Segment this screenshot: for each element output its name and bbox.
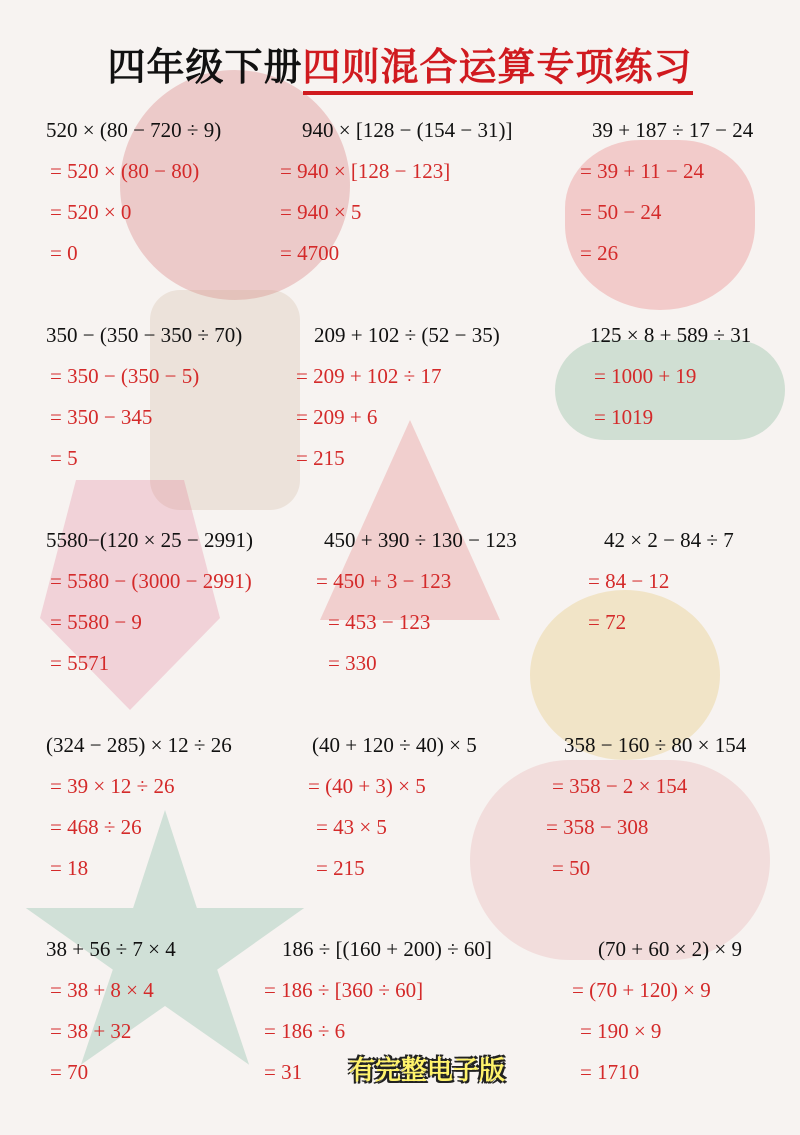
solution-step: = 350 − (350 − 5) [50, 364, 200, 388]
solution-step: = (40 + 3) × 5 [308, 774, 426, 798]
problem-expression: 125 × 8 + 589 ÷ 31 [590, 323, 752, 347]
solution-step: = 450 + 3 − 123 [316, 569, 452, 593]
solution-step: = 4700 [280, 241, 340, 265]
title-topic: 四则混合运算专项练习 [303, 45, 693, 95]
solution-step: = 209 + 6 [296, 405, 378, 429]
problem-11 [308, 730, 477, 894]
solution-step: = 350 − 345 [50, 405, 153, 429]
problem-7 [46, 525, 253, 689]
solution-step: = 50 [552, 856, 591, 880]
problem-9 [588, 525, 734, 648]
solution-step: = 940 × 5 [280, 200, 362, 224]
problem-expression: 38 + 56 ÷ 7 × 4 [46, 937, 176, 961]
problem-12 [546, 730, 747, 894]
solution-step: = 5580 − (3000 − 2991) [50, 569, 252, 593]
problem-13 [46, 934, 176, 1098]
solution-step: = 43 × 5 [316, 815, 387, 839]
problem-expression: 358 − 160 ÷ 80 × 154 [564, 733, 747, 757]
solution-step: = 1000 + 19 [594, 364, 697, 388]
solution-step: = 38 + 8 × 4 [50, 978, 154, 1002]
solution-step: = (70 + 120) × 9 [572, 978, 711, 1002]
title-grade: 四年级下册 [107, 45, 303, 89]
solution-step: = 186 ÷ 6 [264, 1019, 346, 1043]
solution-step: = 215 [296, 446, 345, 470]
solution-step: = 50 − 24 [580, 200, 662, 224]
problem-5 [296, 320, 500, 484]
solution-step: = 358 − 2 × 154 [552, 774, 688, 798]
problem-10 [46, 730, 232, 894]
solution-step: = 72 [588, 610, 627, 634]
solution-step: = 358 − 308 [546, 815, 649, 839]
solution-step: = 190 × 9 [580, 1019, 662, 1043]
solution-step: = 215 [316, 856, 365, 880]
solution-step: = 1710 [580, 1060, 640, 1084]
solution-step: = 186 ÷ [360 ÷ 60] [264, 978, 424, 1002]
problem-expression: 520 × (80 − 720 ÷ 9) [46, 118, 222, 142]
solution-step: = 5 [50, 446, 78, 470]
problem-expression: 940 × [128 − (154 − 31)] [302, 118, 513, 142]
solution-step: = 330 [328, 651, 377, 675]
solution-step: = 5571 [50, 651, 110, 675]
solution-step: = 520 × (80 − 80) [50, 159, 200, 183]
problem-8 [316, 525, 517, 689]
solution-step: = 520 × 0 [50, 200, 132, 224]
problem-4 [46, 320, 242, 484]
problem-expression: 5580−(120 × 25 − 2991) [46, 528, 254, 552]
problem-expression: 186 ÷ [(160 + 200) ÷ 60] [282, 937, 492, 961]
solution-step: = 5580 − 9 [50, 610, 142, 634]
solution-step: = 0 [50, 241, 78, 265]
problem-expression: 450 + 390 ÷ 130 − 123 [324, 528, 517, 552]
problem-2 [280, 115, 513, 279]
solution-step: = 1019 [594, 405, 654, 429]
problem-expression: 39 + 187 ÷ 17 − 24 [592, 118, 754, 142]
page-title [0, 36, 800, 91]
solution-step: = 84 − 12 [588, 569, 670, 593]
problem-1 [46, 115, 221, 279]
problem-expression: (324 − 285) × 12 ÷ 26 [46, 733, 232, 757]
problem-3 [580, 115, 754, 279]
solution-step: = 453 − 123 [328, 610, 431, 634]
solution-step: = 940 × [128 − 123] [280, 159, 451, 183]
problem-expression: (40 + 120 ÷ 40) × 5 [312, 733, 477, 757]
solution-step: = 468 ÷ 26 [50, 815, 142, 839]
problem-expression: 350 − (350 − 350 ÷ 70) [46, 323, 243, 347]
problem-15 [572, 934, 743, 1098]
solution-step: = 38 + 32 [50, 1019, 132, 1043]
electronic-version-banner: 有完整电子版 [349, 1056, 506, 1086]
solution-step: = 209 + 102 ÷ 17 [296, 364, 442, 388]
problem-6 [590, 320, 751, 443]
problem-expression: 209 + 102 ÷ (52 − 35) [314, 323, 500, 347]
solution-step: = 70 [50, 1060, 89, 1084]
solution-step: = 18 [50, 856, 89, 880]
problem-expression: (70 + 60 × 2) × 9 [598, 937, 743, 961]
solution-step: = 39 × 12 ÷ 26 [50, 774, 175, 798]
solution-step: = 26 [580, 241, 619, 265]
solution-step: = 39 + 11 − 24 [580, 159, 705, 183]
problem-expression: 42 × 2 − 84 ÷ 7 [604, 528, 734, 552]
solution-step: = 31 [264, 1060, 303, 1084]
